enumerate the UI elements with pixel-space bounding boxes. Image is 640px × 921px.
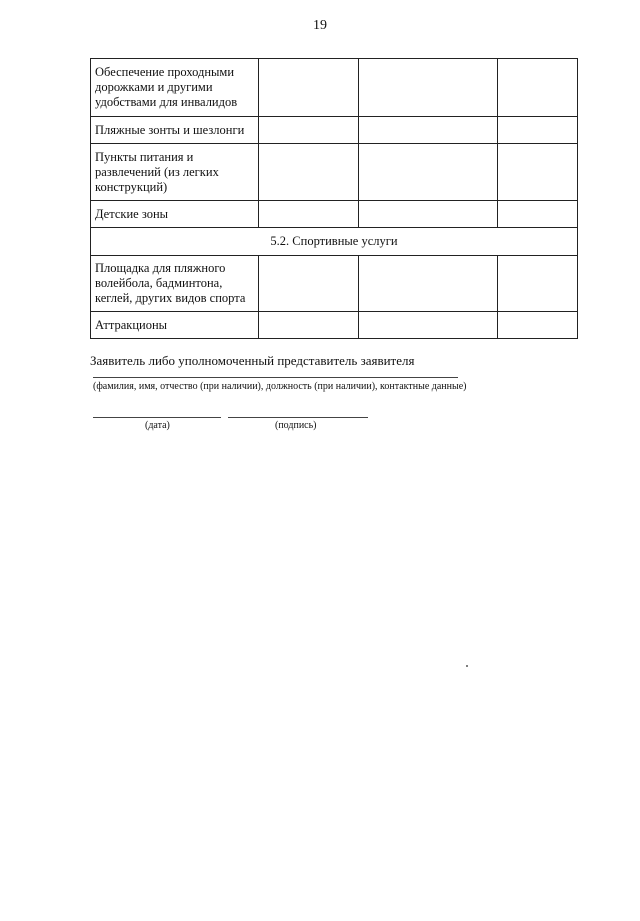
- empty-cell: [498, 256, 578, 312]
- service-name-cell: Обеспечение проходными дорожками и другими удобствами для инвалидов: [91, 59, 259, 117]
- service-name-cell: Площадка для пляжного волейбола, бадминтона, кеглей, других видов спорта: [91, 256, 259, 312]
- page-number: 19: [313, 18, 327, 33]
- fio-caption: (фамилия, имя, отчество (при наличии), должность (при наличии), контактные данные): [93, 381, 467, 392]
- empty-cell: [498, 117, 578, 144]
- empty-cell: [498, 201, 578, 228]
- empty-cell: [359, 59, 498, 117]
- scan-speck: [466, 665, 468, 667]
- empty-cell: [359, 256, 498, 312]
- service-name-cell: Пляжные зонты и шезлонги: [91, 117, 259, 144]
- empty-cell: [359, 144, 498, 201]
- empty-cell: [259, 256, 359, 312]
- signature-line: [228, 417, 368, 418]
- table-row: [91, 312, 578, 339]
- table-row: [91, 201, 578, 228]
- empty-cell: [259, 117, 359, 144]
- empty-cell: [498, 144, 578, 201]
- service-name-cell: Пункты питания и развлечений (из легких конструкций): [91, 144, 259, 201]
- empty-cell: [259, 201, 359, 228]
- empty-cell: [259, 144, 359, 201]
- table-row: [91, 144, 578, 201]
- service-name-cell: Детские зоны: [91, 201, 259, 228]
- empty-cell: [359, 201, 498, 228]
- empty-cell: [359, 312, 498, 339]
- table-row: [91, 256, 578, 312]
- table-row: [91, 59, 578, 117]
- service-name-cell: Аттракционы: [91, 312, 259, 339]
- empty-cell: [359, 117, 498, 144]
- section-row: [91, 228, 578, 256]
- section-heading: 5.2. Спортивные услуги: [91, 228, 578, 256]
- empty-cell: [259, 312, 359, 339]
- signature-caption: (подпись): [275, 420, 317, 431]
- empty-cell: [259, 59, 359, 117]
- empty-cell: [498, 312, 578, 339]
- services-table: [90, 58, 578, 339]
- date-caption: (дата): [145, 420, 170, 431]
- empty-cell: [498, 59, 578, 117]
- date-line: [93, 417, 221, 418]
- applicant-label: Заявитель либо уполномоченный представитель заявителя: [90, 353, 415, 368]
- table-row: [91, 117, 578, 144]
- fio-signature-line: [93, 377, 458, 378]
